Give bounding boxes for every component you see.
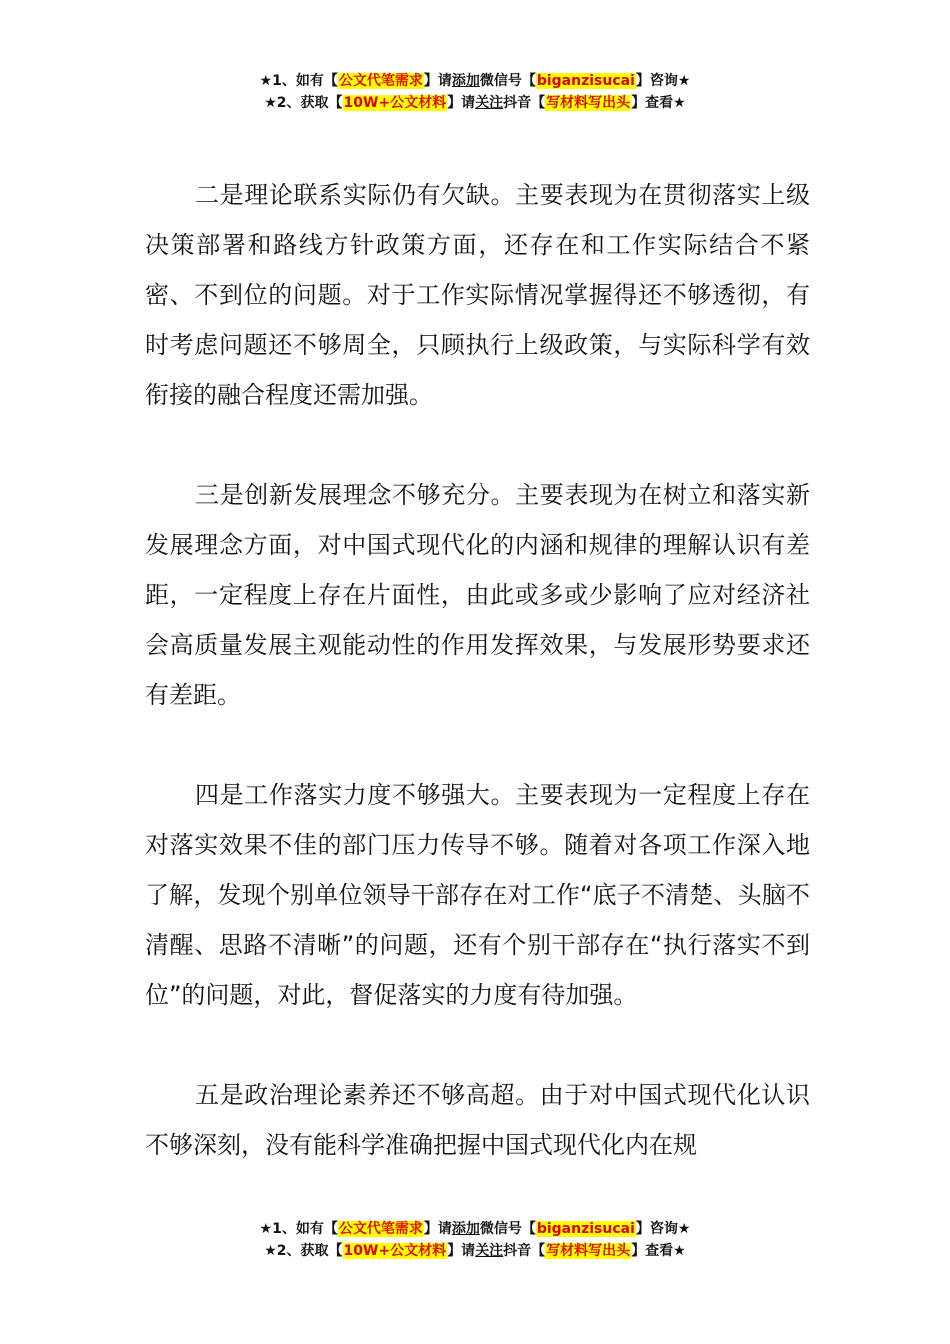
highlight-service: 公文代笔需求 bbox=[338, 1221, 423, 1237]
header-line-1 bbox=[0, 70, 950, 92]
highlight-service: 公文代笔需求 bbox=[338, 73, 423, 89]
highlight-materials: 10W+公文材料 bbox=[343, 95, 447, 111]
header-text: ★1、如有【 bbox=[259, 73, 338, 89]
paragraph-3: 三是创新发展理念不够充分。主要表现为在树立和落实新发展理念方面，对中国式现代化的内涵和规律的理解认识有差距，一定程度上存在片面性，由此或多或少影响了应对经济社会高质量发展主观能动性的作用发挥效果，与发展形势要求还有差距。 bbox=[145, 481, 810, 709]
header-text: 抖音【 bbox=[503, 95, 546, 111]
footer-line-2 bbox=[0, 1240, 950, 1262]
footer-line-1 bbox=[0, 1218, 950, 1240]
underlined-text: 关注 bbox=[475, 1243, 504, 1259]
underlined-text: 添加 bbox=[451, 73, 480, 89]
underlined-text: 添加 bbox=[451, 1221, 480, 1237]
header-text: 】请 bbox=[423, 73, 452, 89]
highlight-wechat-id: biganzisucai bbox=[536, 73, 635, 89]
footer-text: 】请 bbox=[423, 1221, 452, 1237]
header-text: 微信号【 bbox=[479, 73, 536, 89]
header-banner bbox=[0, 70, 950, 114]
footer-banner bbox=[0, 1218, 950, 1262]
paragraph-4: 四是工作落实力度不够强大。主要表现为一定程度上存在对落实效果不佳的部门压力传导不够。随着对各项工作深入地了解，发现个别单位领导干部存在对工作“底子不清楚、头脑不清醒、思路不清晰”的问题，还有个别干部存在“执行落实不到位”的问题，对此，督促落实的力度有待加强。 bbox=[145, 781, 810, 1009]
paragraph-5: 五是政治理论素养还不够高超。由于对中国式现代化认识不够深刻，没有能科学准确把握中国式现代化内在规 bbox=[145, 1081, 810, 1159]
highlight-wechat-id: biganzisucai bbox=[536, 1221, 635, 1237]
highlight-douyin-id: 写材料写出头 bbox=[546, 1243, 631, 1259]
document-body bbox=[145, 170, 810, 1170]
footer-text: ★2、获取【 bbox=[264, 1243, 343, 1259]
footer-text: 】咨询★ bbox=[635, 1221, 691, 1237]
footer-text: ★1、如有【 bbox=[259, 1221, 338, 1237]
header-text: 】请 bbox=[447, 95, 476, 111]
header-line-2 bbox=[0, 92, 950, 114]
highlight-materials: 10W+公文材料 bbox=[343, 1243, 447, 1259]
header-text: ★2、获取【 bbox=[264, 95, 343, 111]
footer-text: 】请 bbox=[447, 1243, 476, 1259]
header-text: 】查看★ bbox=[631, 95, 686, 111]
footer-text: 微信号【 bbox=[479, 1221, 536, 1237]
footer-text: 抖音【 bbox=[503, 1243, 546, 1259]
header-text: 】咨询★ bbox=[635, 73, 691, 89]
highlight-douyin-id: 写材料写出头 bbox=[546, 95, 631, 111]
paragraph-2: 二是理论联系实际仍有欠缺。主要表现为在贯彻落实上级决策部署和路线方针政策方面，还存在和工作实际结合不紧密、不到位的问题。对于工作实际情况掌握得还不够透彻，有时考虑问题还不够周全，只顾执行上级政策，与实际科学有效衔接的融合程度还需加强。 bbox=[145, 181, 810, 409]
underlined-text: 关注 bbox=[475, 95, 504, 111]
footer-text: 】查看★ bbox=[631, 1243, 686, 1259]
